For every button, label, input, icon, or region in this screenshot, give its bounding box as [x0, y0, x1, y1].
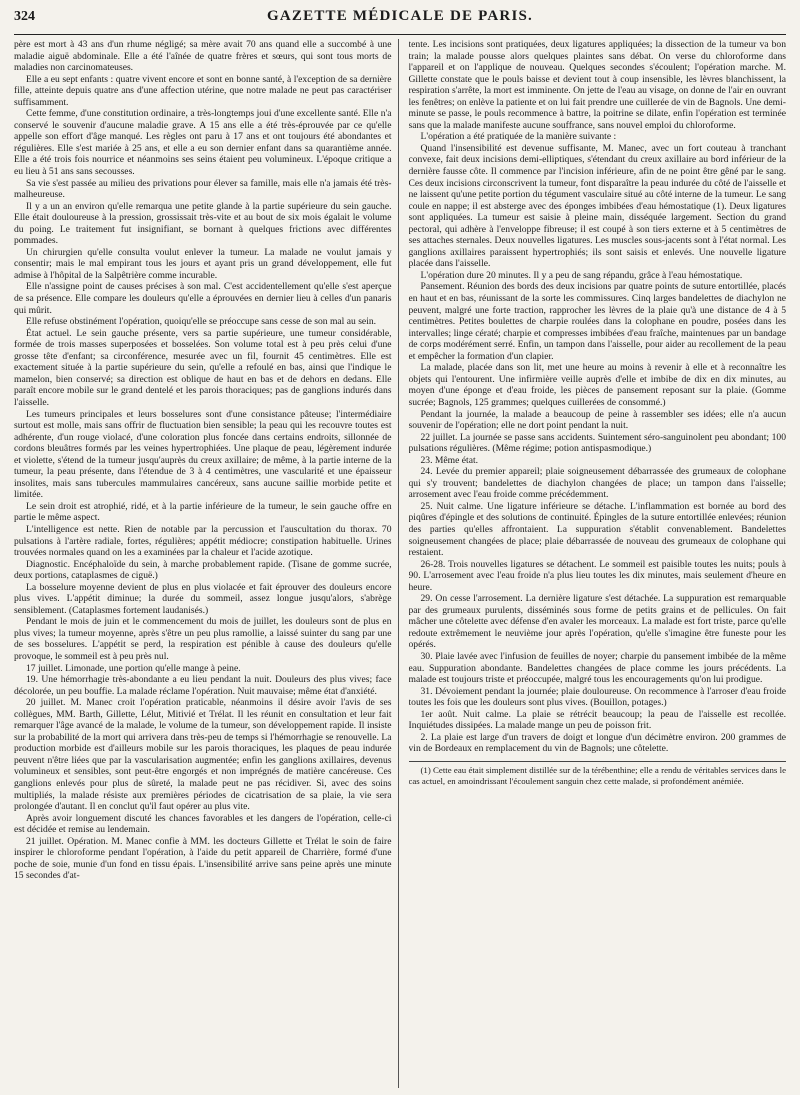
footnote: (1) Cette eau était simplement distillée sur de la térébenthine; elle a rendu de véritables services dans le cas actuel, en amoindrissant l'écoulement sanguin chez cette malade, si profondément anémiée. [408, 764, 786, 786]
paragraph: Diagnostic. Encéphaloïde du sein, à marche probablement rapide. (Tisane de gomme sucrée, deux portions, cataplasmes de ciguë.) [14, 558, 392, 582]
paragraph: 2. La plaie est large d'un travers de doigt et longue d'un décimètre environ. 200 grammes de vin de Bordeaux en remplacement du vin de Bagnols; une côtelette. [408, 731, 786, 755]
paragraph: 21 juillet. Opération. M. Manec confie à MM. les docteurs Gillette et Trélat le soin de faire inspirer le chloroforme pendant l'opération, à l'aide du petit appareil de Charrière, formé d'une poche de soie, munie d'un fond en tissu épais. L'insensibilité arrive sans peine après une minute 15 secondes d'at- [14, 835, 392, 882]
paragraph: 25. Nuit calme. Une ligature inférieure se détache. L'inflammation est bornée au bord des piqûres d'épingle et des solutions de continuité. Épingles de la suture entortillée enlevées; réunion des parties qu'elles affrontaient. La suppuration s'établit convenablement. Bandelettes soigneusement changées de place; plaie débarrassée de nouveau des grumeaux de colophane qui restaient. [408, 500, 786, 559]
paragraph: Pendant le mois de juin et le commencement du mois de juillet, les douleurs sont de plus en plus vives; la tumeur moyenne, après s'être un peu plus ramollie, a laissé suinter du sang par une de ses bosselures. L'appétit se perd, la respiration est pénible à cause des douleurs qu'elle provoque, le sommeil est à peu près nul. [14, 616, 392, 662]
paragraph: Elle a eu sept enfants : quatre vivent encore et sont en bonne santé, à l'exception de sa dernière fille, atteinte depuis quatre ans d'une affection utérine, que notre malade ne peut pas caractériser suffisamment. [14, 73, 392, 108]
paragraph: 22 juillet. La journée se passe sans accidents. Suintement séro-sanguinolent peu abondant; 100 pulsations régulières. (Même régime; potion antispasmodique.) [408, 431, 786, 455]
paragraph: La bosselure moyenne devient de plus en plus violacée et fait éprouver des douleurs encore plus vives. L'appétit diminue; la durée du sommeil, assez longue jusqu'alors, s'abrège sensiblement. (Cataplasmes fortement laudanisés.) [14, 581, 392, 616]
paragraph: 26-28. Trois nouvelles ligatures se détachent. Le sommeil est paisible toutes les nuits; pouls à 90. L'arrosement avec l'eau froide n'a plus lieu toutes les dix minutes, mais seulement d'heure en heure. [408, 558, 786, 593]
paragraph: Pendant la journée, la malade a beaucoup de peine à rassembler ses idées; elle n'a aucun souvenir de l'opération; elle ne dort point pendant la nuit. [408, 408, 786, 432]
footnote-divider [409, 761, 787, 762]
paragraph: Pansement. Réunion des bords des deux incisions par quatre points de suture entortillée, placés en haut et en bas, réunissant de la sorte les commissures. Cinq larges bandelettes de diachylon ne peuvent, malgré une forte traction, rapprocher les lèvres de la plaie qu'à une distance de 4 à 5 centimètres. Petites boulettes de charpie roulées dans la colophane en poudre, posées dans les intervalles; linge cératé; charpie et compresses imbibées d'eau fraîche, maintenues par un bandage de corps modérément serré. Enfin, un tampon dans l'aisselle, pour aider au recollement de la peau et empêcher la formation d'un clapier. [408, 281, 786, 362]
paragraph: Cette femme, d'une constitution ordinaire, a très-longtemps joui d'une excellente santé. Elle n'a conservé le souvenir d'aucune maladie grave. A 15 ans elle a été très-éprouvée par ce qu'elle appelle son effort d'âge manqué. Les règles ont paru à 17 ans et ont toujours été abondantes et régulières. Elle s'est mariée à 25 ans, et elle a eu son dernier enfant dans sa quarantième année. Elle a été trois fois nourrice et néanmoins ses seins étaient peu volumineux. L'époque critique a eu lieu à 51 ans sans secousses. [14, 108, 392, 178]
paragraph: L'opération dure 20 minutes. Il y a peu de sang répandu, grâce à l'eau hémostatique. [420, 269, 743, 281]
paragraph: Les tumeurs principales et leurs bosselures sont d'une consistance pâteuse; l'intermédiaire surtout est molle, mais sans offrir de fluctuation bien sensible; la peau qui les recouvre toutes est adhérente, d'un rouge violacé, d'une coloration plus foncée dans certains endroits, sillonnée de cordons bleuâtres formés par les veines hypertrophiées. Une plaque de peau, légèrement indurée et violette, s'étend de la tumeur jusqu'auprès du creux axillaire; de même, à la partie interne de la tumeur, la peau présente, dans l'étendue de 3 à 4 centimètres, une vascularité et une épaisseur insolites, mais sans tubercules mammulaires cancéreux, sans aucune saillie morbide petite et limitée. [14, 408, 392, 501]
text-columns [14, 39, 786, 1088]
paragraph: État actuel. Le sein gauche présente, vers sa partie supérieure, une tumeur considérable, formée de trois masses superposées et bosselées. Son volume total est à peu près celui d'une grosse tête d'enfant; sa circonférence, mesurée avec un fil, fournit 45 centimètres. Elle est exactement située à la partie supérieure du sein, qu'elle a refoulé en bas, ainsi que l'indique le mamelon, bien conservé; sa direction est oblique de haut en bas et de dehors en dedans. Elle paraît encore mobile sur le grand dentelé et les parois thoraciques; pas de ganglions indurés dans l'aisselle. [14, 327, 392, 408]
journal-title: GAZETTE MÉDICALE DE PARIS. [267, 8, 533, 24]
paragraph: 1er août. Nuit calme. La plaie se rétrécit beaucoup; la peau de l'aisselle est recollée. Inquiétudes dissipées. La malade mange un peu de poisson frit. [408, 708, 786, 732]
paragraph: 19. Une hémorrhagie très-abondante a eu lieu pendant la nuit. Douleurs des plus vives; face décolorée, un peu bouffie. La malade réclame l'opération. Nuit mauvaise; même état d'anxiété. [14, 674, 392, 697]
right-column [409, 39, 787, 1088]
paragraph: Quand l'insensibilité est devenue suffisante, M. Manec, avec un fort couteau à tranchant convexe, fait deux incisions demi-elliptiques, s'étendant du creux axillaire au bord inférieur de la dernière fausse côte. Il commence par l'incision inférieure, afin de ne point être gêné par le sang. Ces deux incisions circonscrivent la tumeur, font disparaître la peau indurée du côté de l'aisselle et ne laissent qu'une petite portion du tégument vasculaire situé au côté interne de la tumeur. Le sang coule en nappe; il est absterge avec des éponges imbibées d'eau hémostatique (1). Deux ligatures sont appliquées. La tumeur est saisie à pleine main, disséquée largement. Section du grand pectoral, qui adhère à l'enveloppe fibreuse; il est coupé à son tiers externe et à 5 centimètres de ses attaches sternales. Deux nouvelles ligatures. Les muscles sous-jacents sont à l'état normal. Les ganglions axillaires paraissent hypertrophiés; ils sont saisis et enlevés. Une nouvelle ligature placée dans l'aisselle. [408, 142, 786, 270]
paragraph: 24. Levée du premier appareil; plaie soigneusement débarrassée des grumeaux de colophane qui s'y trouvent; bandelettes de diachylon changées de place; un tampon dans l'aisselle; arrosement avec l'eau froide comme précédemment. [408, 466, 786, 501]
paragraph: 17 juillet. Limonade, une portion qu'elle mange à peine. [26, 662, 241, 674]
paragraph: Le sein droit est atrophié, ridé, et à la partie inférieure de la tumeur, le sein gauche offre en partie le même aspect. [14, 500, 392, 524]
paragraph: Un chirurgien qu'elle consulta voulut enlever la tumeur. La malade ne voulut jamais y consentir; mais le mal empirant tous les jours et ayant pris un grand développement, elle fut admise à l'hôpital de la Salpêtrière comme incurable. [14, 246, 392, 281]
paragraph: Il y a un an environ qu'elle remarqua une petite glande à la partie supérieure du sein gauche. Elle était douloureuse à la pression, grossissait très-vite et au bout de six mois égalait le volume du poing. Le traitement fut insignifiant, se bornant à quelques frictions avec différentes pommades. [14, 200, 392, 247]
paragraph: Elle refuse obstinément l'opération, quoiqu'elle se préoccupe sans cesse de son mal au sein. [26, 316, 377, 328]
paragraph: père est mort à 43 ans d'un rhume négligé; sa mère avait 70 ans quand elle a succombé à une maladie aiguë abdominale. Elle a été l'aînée de quatre frères et sœurs, qui sont tous morts de maladies non carcinomateuses. [14, 39, 392, 74]
paragraph: Elle n'assigne point de causes précises à son mal. C'est accidentellement qu'elle s'est aperçue de sa présence. Elle compare les douleurs qu'elle a éprouvées en dernier lieu à celles d'un panaris qui mûrit. [14, 281, 392, 316]
paragraph: tente. Les incisions sont pratiquées, deux ligatures appliquées; la dissection de la tumeur va bon train; la malade pousse alors quelques plaintes sans débat. On verse du chloroforme dans l'appareil et on l'applique de nouveau. Quelques secondes s'écoulent; l'opération marche. M. Gillette constate que le pouls baisse et devient tout à coup insensible, les lèvres blanchissent, la respiration s'arrête, la mort est imminente. On jette de l'eau au visage, on donne de l'air en ouvrant les fenêtres; on enlève la patiente et on lui fait prendre une cuillerée de vin de Bagnols. Une demi-minute se passe, le pouls recommence à battre, la poitrine se dilate, enfin l'opération est terminée sans que la malade manifeste aucune souffrance, sans nouvel emploi du chloroforme. [408, 39, 786, 131]
page-header [14, 8, 786, 35]
paragraph: Après avoir longuement discuté les chances favorables et les dangers de l'opération, celle-ci est décidée et remise au lendemain. [14, 812, 392, 836]
paragraph: Sa vie s'est passée au milieu des privations pour élever sa famille, mais elle n'a jamais été très-malheureuse. [14, 177, 392, 201]
paragraph: 20 juillet. M. Manec croit l'opération praticable, néanmoins il désire avoir l'avis de ses collègues, MM. Barth, Gillette, Lélut, Mitivié et Trélat. Il les réunit en consultation et leur fait remarquer l'âge avancé de la malade, le volume de la tumeur, son développement rapide. Il insiste sur la probabilité de la mort qui arrivera dans très-peu de temps si l'hémorrhagie se renouvelle. La production morbide est d'ailleurs mobile sur les parois thoraciques, les plaques de peau indurée peuvent n'être liées que par la vascularisation augmentée; enfin les ganglions axillaires, devenus volumineux et sensibles, sont peut-être engorgés et non imprégnés de matière cancéreuse. Ces ganglions enlevés pour plus de sûreté, la malade peut ne pas récidiver. Si, avec des soins multipliés, la malade résiste aux premières périodes de cicatrisation de sa plaie, la vie sera prolongée d'autant. Il en conclut qu'il faut opérer au plus vite. [14, 697, 392, 813]
page-number: 324 [14, 9, 35, 24]
paragraph: 29. On cesse l'arrosement. La dernière ligature s'est détachée. La suppuration est remarquable par des grumeaux purulents, disséminés sous forme de petits grains et de pellicules. On fait mâcher une côtelette avec défense d'en avaler les morceaux. La malade est fort triste, parce qu'elle redoute extrêmement le neuvième jour après l'opération, qu'elle s'imagine être funeste pour les opérés. [408, 593, 786, 651]
paragraph: L'intelligence est nette. Rien de notable par la percussion et l'auscultation du thorax. 70 pulsations à l'artère radiale, fortes, régulières; appétit médiocre; constipation habituelle. Urines trouvées normales quand on les a examinées par la chaleur et l'acide azotique. [14, 523, 392, 559]
paragraph: 31. Dévoiement pendant la journée; plaie douloureuse. On recommence à l'arroser d'eau froide toutes les fois que les douleurs sont plus vives. (Bouillon, potages.) [408, 685, 786, 709]
paragraph: 30. Plaie lavée avec l'infusion de feuilles de noyer; charpie du pansement imbibée de la même eau. Suppuration abondante. Bandelettes changées de place comme les jours précédents. La malade est toujours triste et préoccupée, malgré tous les encouragements qu'on lui prodigue. [408, 650, 786, 686]
left-column [14, 39, 399, 1088]
paragraph: L'opération a été pratiquée de la manière suivante : [420, 131, 617, 143]
paragraph: La malade, placée dans son lit, met une heure au moins à revenir à elle et à reconnaître les objets qui l'entourent. Une infirmière veille auprès d'elle et imbibe de dix en dix minutes, au moyen d'une éponge et d'eau froide, les pièces de pansement reposant sur la plaie. (Gomme sucrée; Bagnols, 125 grammes; quelques cuillerées de consommé.) [408, 362, 786, 408]
paragraph: 23. Même état. [420, 454, 479, 466]
